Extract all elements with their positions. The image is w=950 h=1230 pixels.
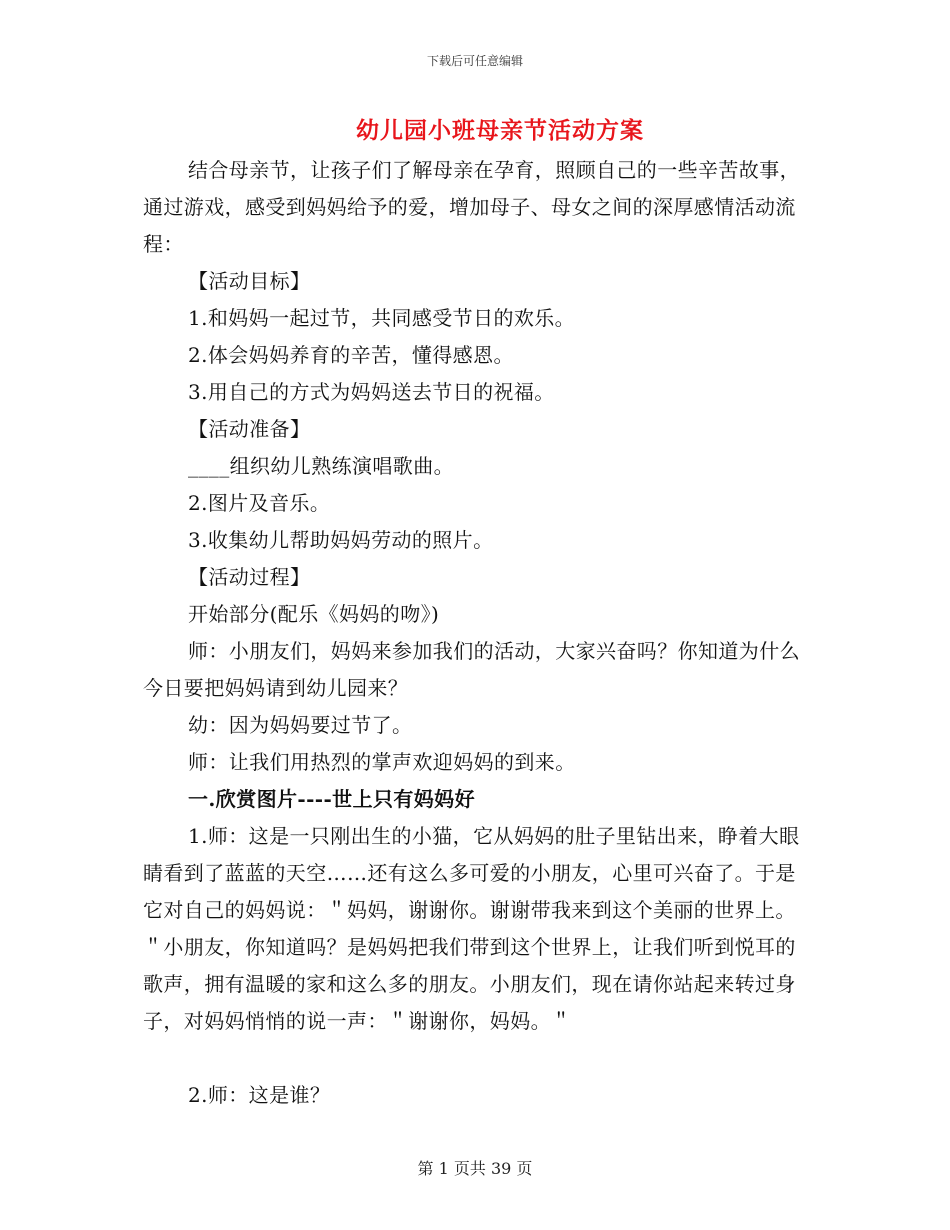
section-heading: 一.欣赏图片----世上只有妈妈好 xyxy=(188,787,475,811)
process-line: 幼：因为妈妈要过节了。 xyxy=(188,713,413,737)
process-heading: 【活动过程】 xyxy=(188,565,311,589)
process-line: 师：小朋友们，妈妈来参加我们的活动，大家兴奋吗？你知道为什么今日要把妈妈请到幼儿园来？ xyxy=(143,639,800,700)
process-line: 师：让我们用热烈的掌声欢迎妈妈的到来。 xyxy=(188,750,576,774)
prep-item: 2.图片及音乐。 xyxy=(188,491,331,515)
goal-item: 1.和妈妈一起过节，共同感受节日的欢乐。 xyxy=(188,306,576,330)
page-header-note: 下载后可任意编辑 xyxy=(426,54,523,68)
prep-item: 3.收集幼儿帮助妈妈劳动的照片。 xyxy=(188,528,494,552)
process-line: 开始部分(配乐《妈妈的吻》) xyxy=(188,602,440,626)
goal-item: 3.用自己的方式为妈妈送去节日的祝福。 xyxy=(188,380,555,404)
page-number-footer: 第 1 页共 39 页 xyxy=(417,1159,533,1178)
section-question: 2.师：这是谁？ xyxy=(188,1083,331,1107)
document-title: 幼儿园小班母亲节活动方案 xyxy=(356,117,644,144)
goals-heading: 【活动目标】 xyxy=(188,269,311,293)
intro-paragraph: 结合母亲节，让孩子们了解母亲在孕育，照顾自己的一些辛苦故事，通过游戏，感受到妈妈给予的爱，增加母子、母女之间的深厚感情活动流程： xyxy=(143,158,800,256)
document-body xyxy=(143,152,805,1114)
paragraph-spacer xyxy=(143,1040,805,1077)
goal-item: 2.体会妈妈养育的辛苦，懂得感恩。 xyxy=(188,343,514,367)
section-paragraph: 1.师：这是一只刚出生的小猫，它从妈妈的肚子里钻出来，睁着大眼睛看到了蓝蓝的天空……还有这么多可爱的小朋友，心里可兴奋了。于是它对自己的妈妈说：＂妈妈，谢谢你。谢谢带我来到这个美丽的世界上。＂小朋友，你知道吗？是妈妈把我们带到这个世界上，让我们听到悦耳的歌声，拥有温暖的家和这么多的朋友。小朋友们，现在请你站起来转过身子，对妈妈悄悄的说一声：＂谢谢你，妈妈。＂ xyxy=(143,824,800,1033)
prep-heading: 【活动准备】 xyxy=(188,417,311,441)
prep-item: ____组织幼儿熟练演唱歌曲。 xyxy=(188,454,454,478)
